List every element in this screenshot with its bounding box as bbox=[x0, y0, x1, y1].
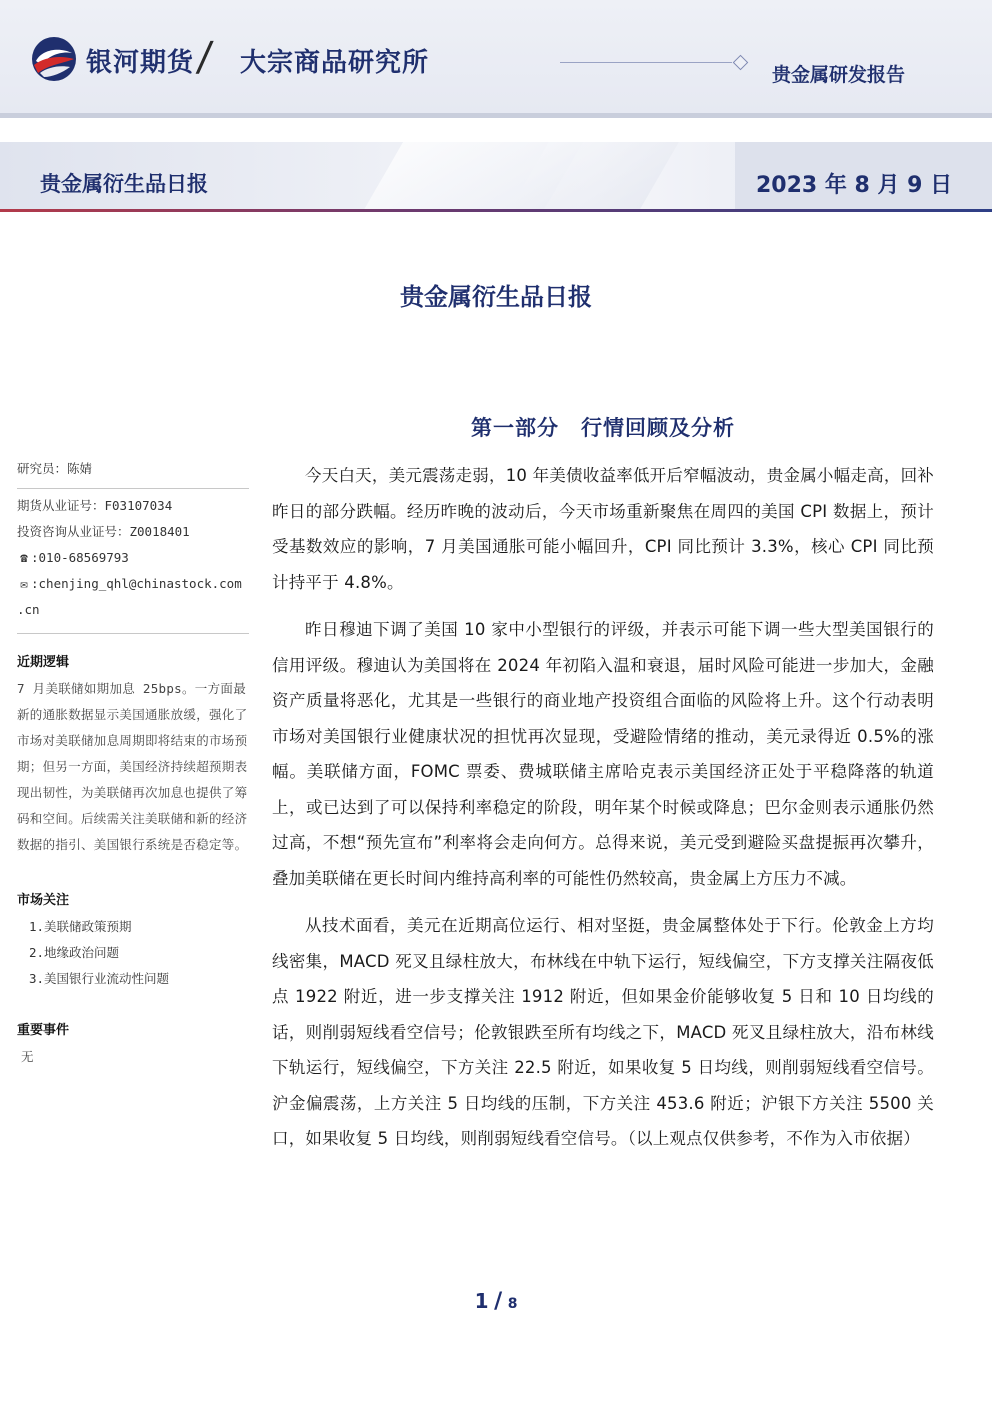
logic-title: 近期逻辑 bbox=[17, 655, 70, 670]
paragraph: 今天白天，美元震荡走弱，10 年美债收益率低开后窄幅波动，贵金属小幅走高，回补昨日的部分跌幅。经历昨晚的波动后，今天市场重新聚焦在周四的美国 CPI 数据上，预计受基数效应的影响，7 月美国通胀可能小幅回升，CPI 同比预计 3.3%，核心 CPI 同比预计持平于 4.8%。 bbox=[272, 466, 934, 592]
researcher: 研究员：陈婧 bbox=[17, 461, 93, 476]
page-title: 贵金属衍生品日报 bbox=[400, 283, 592, 311]
main-content bbox=[272, 412, 934, 1157]
brand-name: 银河期货 bbox=[86, 48, 195, 78]
title-band-underline bbox=[0, 209, 992, 212]
sidebar-divider bbox=[17, 488, 249, 489]
events-title: 重要事件 bbox=[17, 1023, 70, 1038]
consult-license: 投资咨询从业证号：Z0018401 bbox=[17, 524, 190, 539]
list-item: 3.美国银行业流动性问题 bbox=[29, 971, 170, 986]
email-address[interactable]: :chenjing_qhl@chinastock.com bbox=[31, 576, 242, 591]
sidebar bbox=[17, 456, 249, 1070]
galaxy-futures-logo-icon bbox=[30, 35, 78, 83]
page-number bbox=[0, 1289, 992, 1314]
section-heading: 第一部分 行情回顾及分析 bbox=[471, 416, 735, 440]
paragraph: 昨日穆迪下调了美国 10 家中小型银行的评级，并表示可能下调一些大型美国银行的信用评级。穆迪认为美国将在 2024 年初陷入温和衰退，届时风险可能进一步加大，金融资产质量将恶化，尤其是一些银行的商业地产投资组合面临的风险将上升。这个行动表明市场对美国银行业健康状况的担忧再次显现，受避险情绪的推动，美元录得近 0.5%的涨幅。美联储方面，FOMC 票委、费城联储主席哈克表示美国经济正处于平稳降落的轨道上，或已达到了可以保持利率稳定的阶段，明年某个时候或降息；巴尔金则表示通胀仍然过高，不想“预先宣布”利率将会走向何方。总得来说，美元受到避险买盘提振再次攀升，叠加美联储在更长时间内维持高利率的可能性仍然较高，贵金属上方压力不减。 bbox=[272, 620, 934, 888]
header-slash: / bbox=[194, 34, 215, 80]
sidebar-divider bbox=[17, 633, 249, 634]
list-item: 1.美联储政策预期 bbox=[29, 919, 132, 934]
page-current: 1 bbox=[474, 1289, 489, 1313]
focus-list bbox=[17, 914, 249, 992]
phone-number: :010-68569793 bbox=[31, 550, 129, 565]
list-item: 2.地缘政治问题 bbox=[29, 945, 120, 960]
page-separator: / bbox=[494, 1289, 503, 1314]
band-report-title: 贵金属衍生品日报 bbox=[40, 172, 208, 196]
paragraph: 从技术面看，美元在近期高位运行、相对坚挺，贵金属整体处于下行。伦敦金上方均线密集，MACD 死叉且绿柱放大，布林线在中轨下运行，短线偏空，下方支撑关注隔夜低点 1922 附近，进一步支撑关注 1912 附近，但如果金价能够收复 5 日和 10 日均线的话，则削弱短线看空信号；伦敦银跌至所有均线之下，MACD 死叉且绿柱放大，沿布林线下轨运行，短线偏空，下方关注 22.5 附近，如果收复 5 日均线，则削弱短线看空信号。沪金偏震荡，上方关注 5 日均线的压制，下方关注 453.6 附近；沪银下方关注 5500 关口，如果收复 5 日均线，则削弱短线看空信号。（以上观点仅供参考，不作为入市依据） bbox=[272, 916, 934, 1148]
header-deco-line bbox=[560, 62, 732, 63]
focus-title: 市场关注 bbox=[17, 893, 70, 908]
phone-icon: ☎ bbox=[20, 550, 28, 565]
report-type: 贵金属研发报告 bbox=[772, 64, 906, 86]
page-total: 8 bbox=[507, 1296, 518, 1312]
institute-name: 大宗商品研究所 bbox=[240, 48, 430, 78]
logic-body: 7 月美联储如期加息 25bps。一方面最新的通胀数据显示美国通胀放缓，强化了市场对美联储加息周期即将结束的市场预期；但另一方面，美国经济持续超预期表现出韧性，为美联储再次加息也提供了筹码和空间。后续需关注美联储和新的经济数据的指引、美国银行系统是否稳定等。 bbox=[17, 681, 248, 852]
email-address-cont[interactable]: .cn bbox=[17, 602, 40, 617]
events-body: 无 bbox=[21, 1049, 34, 1064]
email-row[interactable] bbox=[17, 571, 249, 597]
futures-license: 期货从业证号：F03107034 bbox=[17, 498, 173, 513]
report-date: 2023 年 8 月 9 日 bbox=[756, 173, 953, 198]
phone-row bbox=[17, 545, 249, 571]
mail-icon: ✉ bbox=[20, 576, 28, 591]
